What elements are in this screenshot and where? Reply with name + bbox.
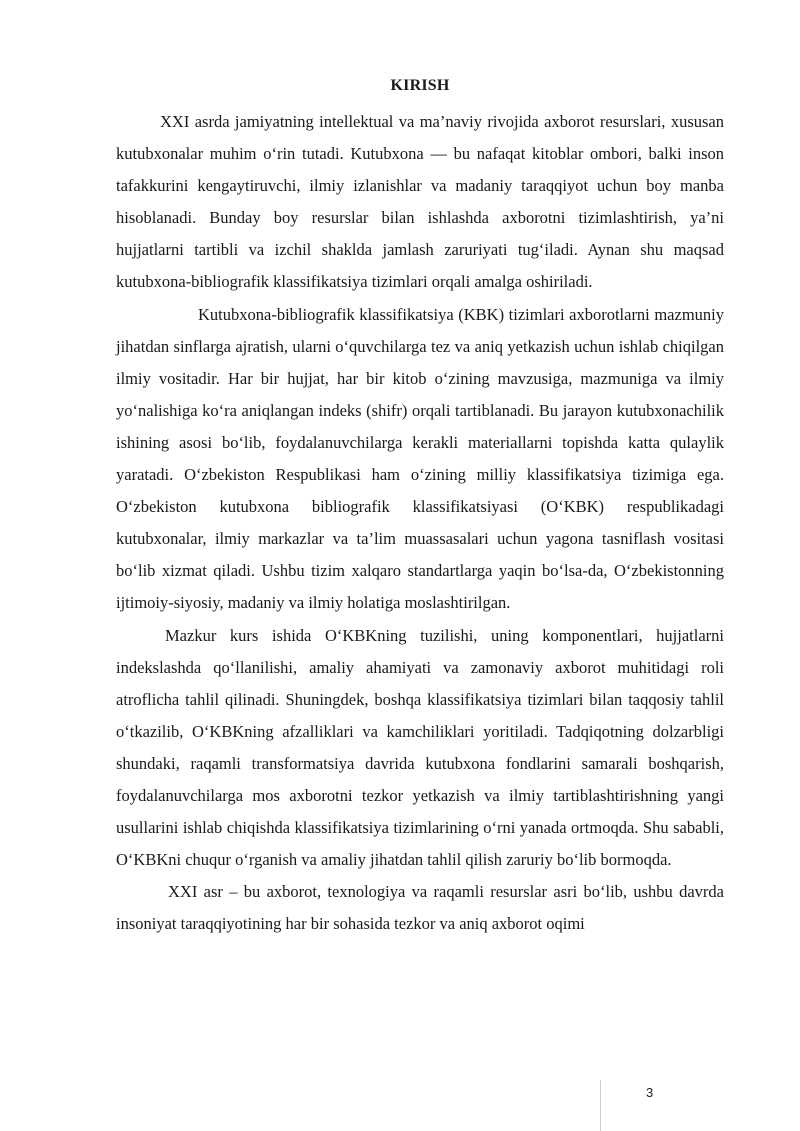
footer-divider <box>600 1080 601 1131</box>
paragraph-2: Kutubxona-bibliografik klassifikatsiya (KBK) tizimlari axborotlarni mazmuniy jihatdan sinflarga ajratish, ularni o‘quvchilarga tez va aniq yetkazish uchun ishlab chiqilgan ilmiy vositadir. Har bir hujjat, har bir kitob o‘zining mavzusiga, mazmuniga va ilmiy yo‘nalishiga ko‘ra aniqlangan indeks (shifr) orqali tartiblanadi. Bu jarayon kutubxonachilik ishining asosi bo‘lib, foydalanuvchilarga kerakli materiallarni topishda katta qulaylik yaratadi. O‘zbekiston Respublikasi ham o‘zining milliy klassifikatsiya tizimiga ega. O‘zbekiston kutubxona bibliografik klassifikatsiyasi (O‘KBK) respublikadagi kutubxonalar, ilmiy markazlar va ta’lim muassasalari uchun yagona tasniflash vositasi bo‘lib xizmat qiladi. Ushbu tizim xalqaro standartlarga yaqin bo‘lsa-da, O‘zbekistonning ijtimoiy-siyosiy, madaniy va ilmiy holatiga moslashtirilgan. <box>116 304 724 613</box>
paragraph-3: Mazkur kurs ishida O‘KBKning tuzilishi, uning komponentlari, hujjatlarni indekslashda qo‘llanilishi, amaliy ahamiyati va zamonaviy axborot muhitidagi roli atroflicha tahlil qilinadi. Shuningdek, boshqa klassifikatsiya tizimlari bilan taqqosiy tahlil o‘tkazilib, O‘KBKning afzalliklari va kamchiliklari yoritiladi. Tadqiqotning dolzarbligi shundaki, raqamli transformatsiya davrida kutubxona fondlarini samarali boshqarish, foydalanuvchilarga mos axborotni tezkor yetkazish va ilmiy tartiblashtirishning yangi usullarini ishlab chiqishda klassifikatsiya tizimlarining o‘rni yanada ortmoqda. Shu sababli, O‘KBKni chuqur o‘rganish va amaliy jihatdan tahlil qilish zaruriy bo‘lib bormoqda. <box>116 625 724 870</box>
section-heading: KIRISH <box>390 77 450 94</box>
paragraph-4: XXI asr – bu axborot, texnologiya va raqamli resurslar asri bo‘lib, ushbu davrda insoniyat taraqqiyotining har bir sohasida tezkor va aniq axborot oqimi <box>116 882 724 934</box>
page-number: 3 <box>646 1085 654 1100</box>
page-content <box>116 74 724 940</box>
paragraph-1: XXI asrda jamiyatning intellektual va ma’naviy rivojida axborot resurslari, xususan kutubxonalar muhim o‘rin tutadi. Kutubxona — bu nafaqat kitoblar ombori, balki inson tafakkurini kengaytiruvchi, ilmiy izlanishlar va madaniy taraqqiyot uchun boy manba hisoblanadi. Bunday boy resurslar bilan ishlashda axborotni tizimlashtirish, ya’ni hujjatlarni tartibli va izchil shaklda jamlash zaruriyati tug‘iladi. Aynan shu maqsad kutubxona-bibliografik klassifikatsiya tizimlari orqali amalga oshiriladi. <box>116 112 724 292</box>
